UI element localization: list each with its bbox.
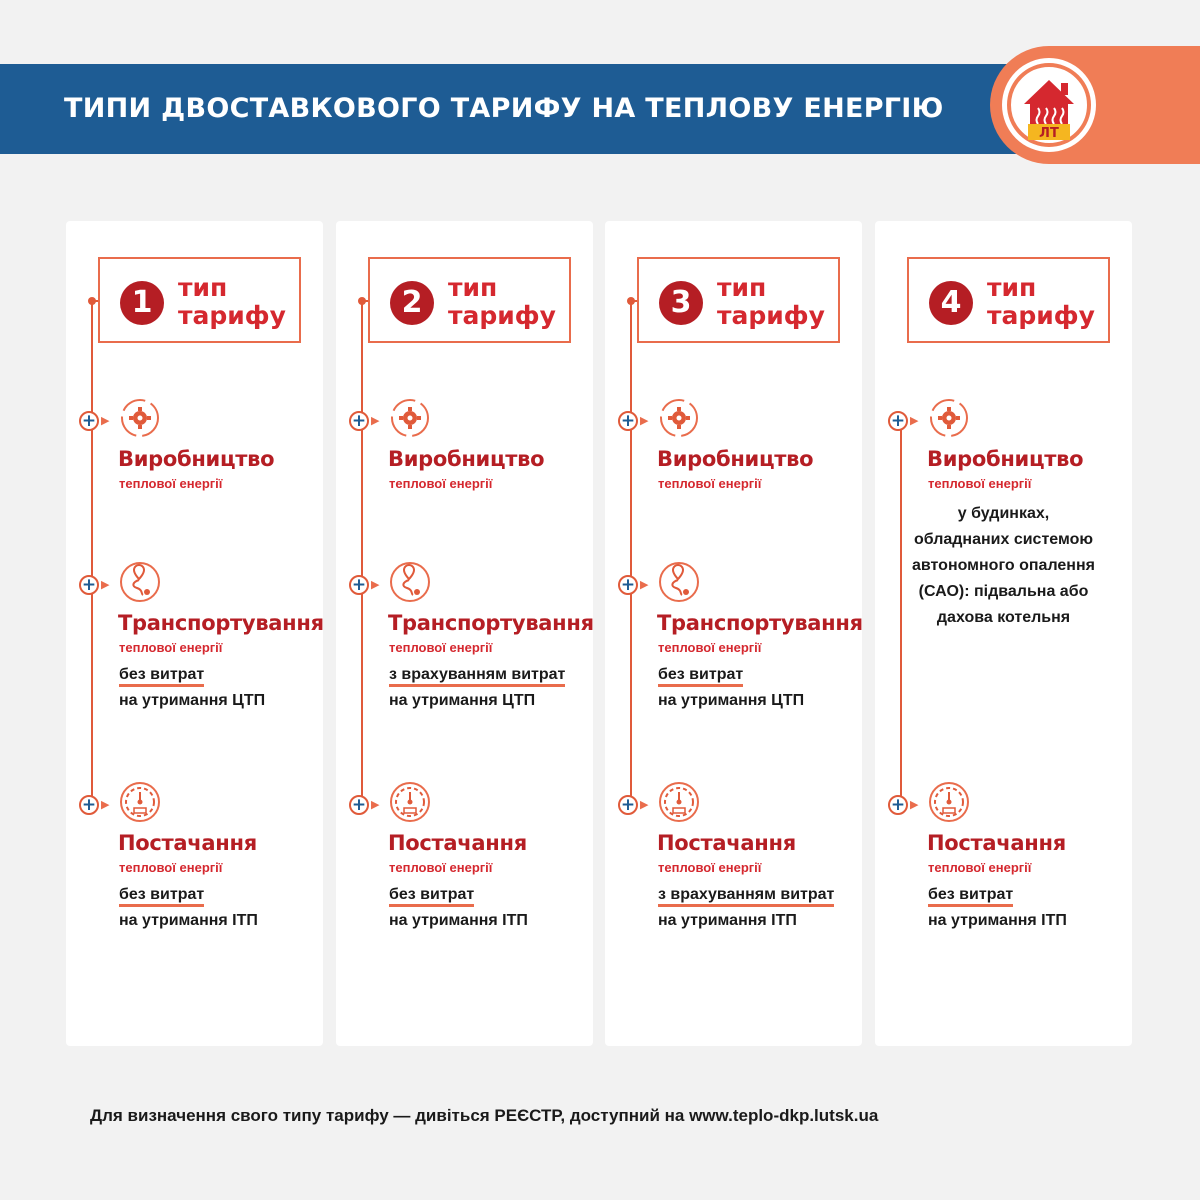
- timeline-line: [630, 301, 632, 806]
- cost-target: на утримання ІТП: [928, 912, 1067, 929]
- expand-plus-button[interactable]: +: [79, 575, 99, 595]
- tariff-card-1: [66, 221, 323, 1046]
- tariff-type-word: тип: [717, 273, 767, 302]
- item-title: Постачання: [657, 831, 796, 855]
- item-title: Транспортування: [657, 611, 863, 635]
- arrow-right-icon: ▶: [101, 579, 110, 591]
- tariff-type-word: тарифу: [448, 301, 556, 330]
- cost-target: на утримання ІТП: [389, 912, 528, 929]
- item-title: Виробництво: [657, 447, 814, 471]
- arrow-right-icon: ▶: [371, 415, 380, 427]
- tariff-card-3: [605, 221, 862, 1046]
- arrow-right-icon: ▶: [101, 799, 110, 811]
- item-title: Постачання: [388, 831, 527, 855]
- route-pin-icon: [389, 561, 431, 608]
- expand-plus-button[interactable]: +: [79, 411, 99, 431]
- cost-condition: без витрат: [389, 885, 474, 907]
- description-line: у будинках,: [957, 505, 1050, 522]
- cost-condition: з врахуванням витрат: [389, 665, 565, 687]
- tariff-type-word: тип: [178, 273, 228, 302]
- gauge-meter-icon: [658, 781, 700, 828]
- item-subtitle: теплової енергії: [389, 640, 493, 655]
- tariff-type-header: [98, 257, 301, 343]
- cost-condition: без витрат: [928, 885, 1013, 907]
- tariff-type-word: тарифу: [178, 301, 286, 330]
- expand-plus-button[interactable]: +: [888, 795, 908, 815]
- house-radiator-logo-icon: [1002, 58, 1096, 152]
- item-title: Транспортування: [388, 611, 594, 635]
- gear-cycle-icon: [658, 397, 700, 444]
- logo: [1002, 58, 1096, 152]
- tariff-type-word: тип: [448, 273, 498, 302]
- production-description: [875, 501, 1132, 631]
- cost-target: на утримання ІТП: [658, 912, 797, 929]
- gauge-meter-icon: [389, 781, 431, 828]
- expand-plus-button[interactable]: +: [349, 795, 369, 815]
- cost-condition: з врахуванням витрат: [658, 885, 834, 907]
- page-title: ТИПИ ДВОСТАВКОВОГО ТАРИФУ НА ТЕПЛОВУ ЕНЕРГІЮ: [64, 93, 944, 124]
- cost-target: на утримання ЦТП: [658, 692, 805, 709]
- arrow-right-icon: ▶: [640, 799, 649, 811]
- arrow-right-icon: ▶: [640, 415, 649, 427]
- tariff-card-2: [336, 221, 593, 1046]
- item-subtitle: теплової енергії: [658, 476, 762, 491]
- arrow-right-icon: ▶: [910, 799, 919, 811]
- header-banner: [0, 64, 1060, 154]
- cost-condition: без витрат: [119, 665, 204, 687]
- logo-text: ЛТ: [1039, 126, 1059, 141]
- tariff-type-header: [907, 257, 1110, 343]
- timeline-line: [361, 301, 363, 806]
- description-line: автономного опалення: [912, 557, 1095, 574]
- expand-plus-button[interactable]: +: [618, 575, 638, 595]
- arrow-right-icon: ▶: [640, 579, 649, 591]
- cost-condition: без витрат: [658, 665, 743, 687]
- route-pin-icon: [658, 561, 700, 608]
- item-title: Виробництво: [118, 447, 275, 471]
- item-title: Постачання: [118, 831, 257, 855]
- expand-plus-button[interactable]: +: [349, 411, 369, 431]
- timeline-line: [91, 301, 93, 806]
- tariff-type-header: [637, 257, 840, 343]
- item-title: Виробництво: [927, 447, 1084, 471]
- expand-plus-button[interactable]: +: [79, 795, 99, 815]
- tariff-number-badge: 3: [659, 281, 703, 325]
- item-subtitle: теплової енергії: [928, 476, 1032, 491]
- tariff-card-4: [875, 221, 1132, 1046]
- item-subtitle: теплової енергії: [389, 860, 493, 875]
- tariff-number-badge: 4: [929, 281, 973, 325]
- expand-plus-button[interactable]: +: [618, 411, 638, 431]
- gear-cycle-icon: [928, 397, 970, 444]
- item-subtitle: теплової енергії: [658, 860, 762, 875]
- tariff-type-word: тип: [987, 273, 1037, 302]
- footer-note: Для визначення свого типу тарифу — дивіться РЕЄСТР, доступний на www.teplo-dkp.lutsk.ua: [90, 1106, 879, 1125]
- item-subtitle: теплової енергії: [658, 640, 762, 655]
- item-subtitle: теплової енергії: [389, 476, 493, 491]
- cost-target: на утримання ЦТП: [389, 692, 536, 709]
- arrow-right-icon: ▶: [371, 799, 380, 811]
- item-subtitle: теплової енергії: [119, 860, 223, 875]
- tariff-type-header: [368, 257, 571, 343]
- arrow-right-icon: ▶: [101, 415, 110, 427]
- gauge-meter-icon: [928, 781, 970, 828]
- logo-badge: [990, 46, 1200, 164]
- expand-plus-button[interactable]: +: [888, 411, 908, 431]
- cost-target: на утримання ЦТП: [119, 692, 266, 709]
- description-line: дахова котельня: [936, 609, 1071, 626]
- item-subtitle: теплової енергії: [928, 860, 1032, 875]
- description-line: обладнаних системою: [913, 531, 1094, 548]
- expand-plus-button[interactable]: +: [349, 575, 369, 595]
- arrow-right-icon: ▶: [910, 415, 919, 427]
- gear-cycle-icon: [119, 397, 161, 444]
- item-title: Виробництво: [388, 447, 545, 471]
- item-title: Транспортування: [118, 611, 324, 635]
- tariff-type-word: тарифу: [717, 301, 825, 330]
- gauge-meter-icon: [119, 781, 161, 828]
- cost-condition: без витрат: [119, 885, 204, 907]
- cost-target: на утримання ІТП: [119, 912, 258, 929]
- description-line: (САО): підвальна або: [918, 583, 1089, 600]
- arrow-right-icon: ▶: [371, 579, 380, 591]
- tariff-number-badge: 2: [390, 281, 434, 325]
- tariff-type-word: тарифу: [987, 301, 1095, 330]
- item-subtitle: теплової енергії: [119, 640, 223, 655]
- expand-plus-button[interactable]: +: [618, 795, 638, 815]
- item-subtitle: теплової енергії: [119, 476, 223, 491]
- item-title: Постачання: [927, 831, 1066, 855]
- gear-cycle-icon: [389, 397, 431, 444]
- tariff-number-badge: 1: [120, 281, 164, 325]
- route-pin-icon: [119, 561, 161, 608]
